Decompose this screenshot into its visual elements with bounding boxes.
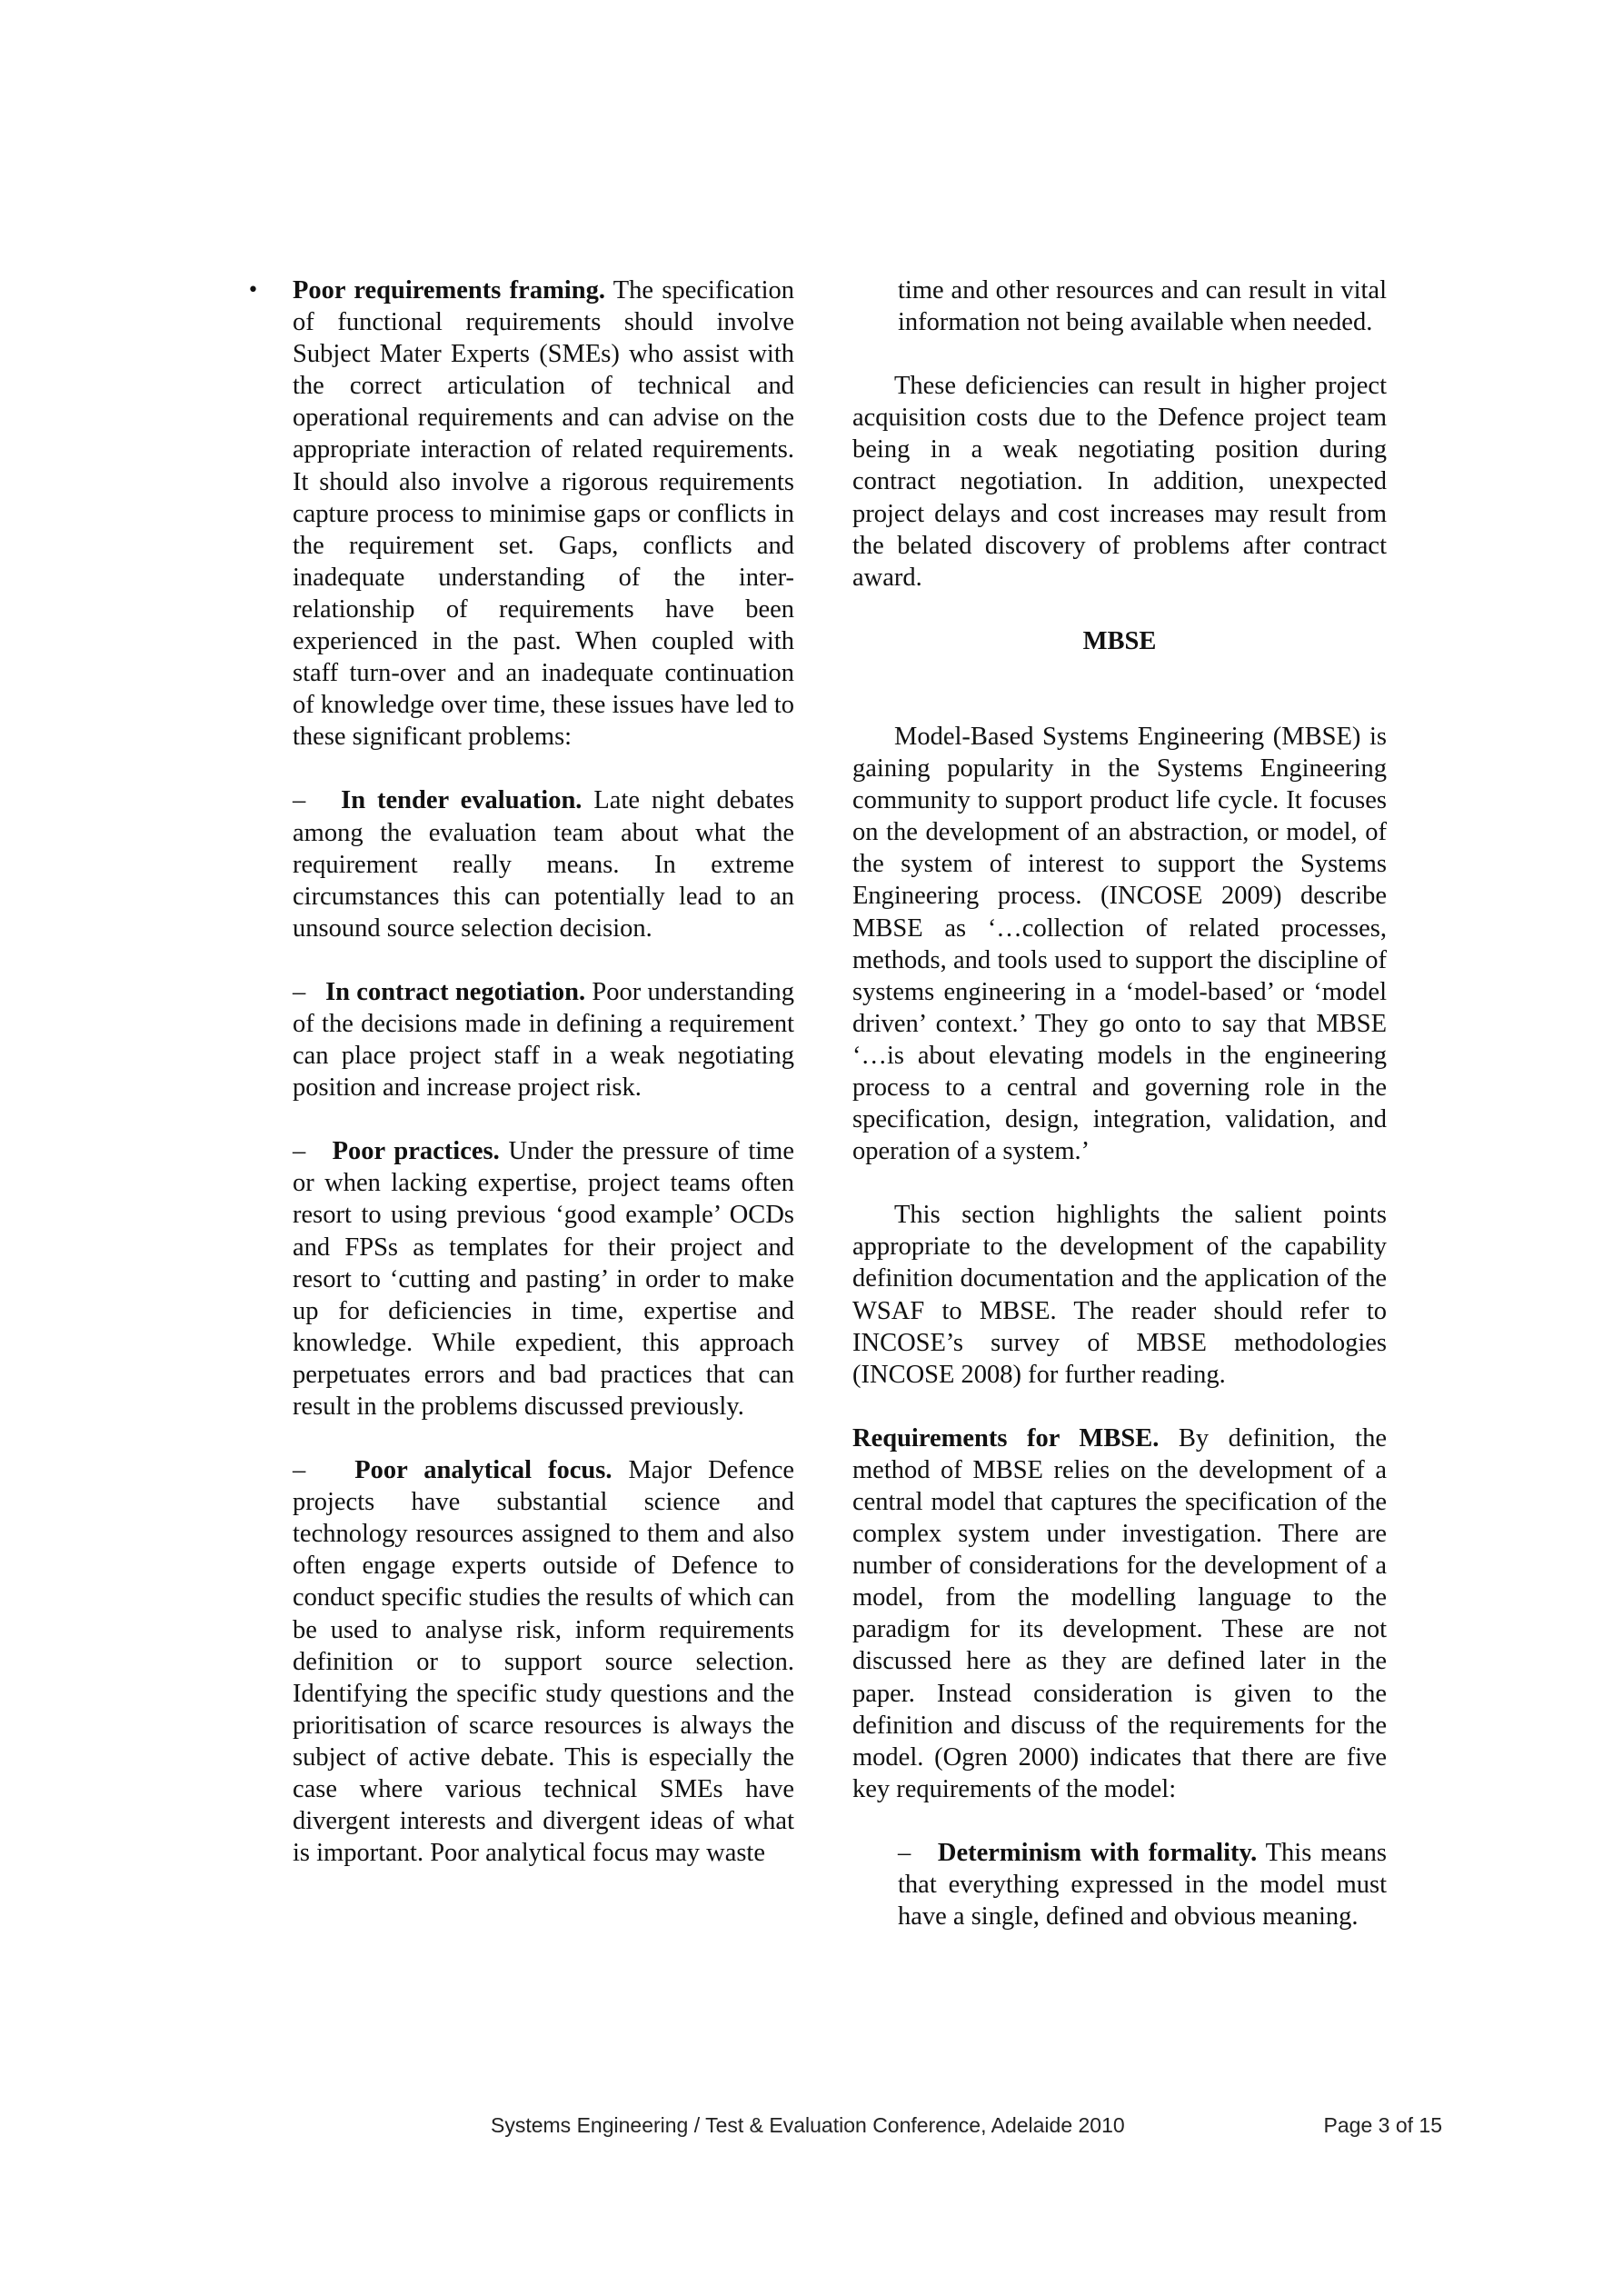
dash-icon: – — [293, 1456, 306, 1485]
subitem-text: Major Defence projects have substantial science and technology resources assigned to them and also often engage experts outside of Defence to conduct specific studies the results of which can be used to analyse risk, inform requirements definition or to support source selection. Identifying the specific study questions and the prioritisation of scarce resources is always the subject of active debate. This is especially the case where various technical SMEs have divergent interests and divergent ideas of what is important. Poor analytical focus may waste — [293, 1456, 795, 1868]
determinism-heading: Determinism with formality. — [937, 1838, 1258, 1867]
subitem-heading: Poor practices. — [332, 1137, 500, 1166]
determinism-block — [898, 1837, 1387, 1932]
subitem-text: Late night debates among the evaluation team about what the requirement really means. In extreme circumstances this can potentially lead to an unsound source selection decision. — [293, 786, 794, 943]
continuation-block — [898, 275, 1387, 338]
bullet-text: The specification of functional requirements should involve Subject Mater Experts (SMEs) who assist with the correct articulation of technical and operational requirements and can advise on the appropriate interaction of related requirements. It should also involve a rigorous requirements capture process to minimise gaps or conflicts in the requirement set. Gaps, conflicts and inadequate understanding of the inter-relationship of requirements have been experienced in the past. When coupled with staff turn-over and an inadequate continuation of knowledge over time, these issues have led to these significant problems: — [293, 276, 794, 752]
subitem-poor-practices — [293, 1135, 794, 1423]
determinism-text: This means that everything expressed in the model must have a single, defined and obvious meaning. — [898, 1838, 1387, 1932]
subitem-text: Poor understanding of the decisions made in defining a requirement can place project staff in a weak negotiating position and increase project risk. — [293, 977, 795, 1103]
requirements-heading: Requirements for MBSE. — [852, 1423, 1160, 1452]
subitem-tender-evaluation — [293, 784, 794, 943]
dash-icon: – — [293, 977, 306, 1006]
dash-icon: – — [293, 1137, 306, 1166]
continuation-paragraph: time and other resources and can result in vital information not being available when needed. — [898, 276, 1387, 337]
subitem-contract-negotiation — [293, 976, 794, 1103]
bullet-item-poor-requirements-framing — [247, 275, 795, 1869]
deficiencies-paragraph: These deficiencies can result in higher project acquisition costs due to the Defence project team being in a weak negotiating position during contract negotiation. In addition, unexpected project delays and cost increases may result from the belated discovery of problems after contract award. — [852, 372, 1387, 592]
subitem-text: Under the pressure of time or when lacking expertise, project teams often resort to using previous ‘good example’ OCDs and FPSs as templates for their project and resort to ‘cutting and pasting’ in order to make up for deficiencies in time, expertise and knowledge. While expedient, this approach perpetuates errors and bad practices that can result in the problems discussed previously. — [293, 1137, 795, 1421]
determinism-paragraph — [898, 1837, 1387, 1932]
subitem-heading: In tender evaluation. — [341, 786, 582, 815]
bullet-icon: • — [247, 279, 259, 302]
mbse-intro-paragraph: Model-Based Systems Engineering (MBSE) is gaining popularity in the Systems Engineering community to support product life cycle. It focuses on the development of an abstraction, or model, of the system of interest to support the Systems Engineering process. (INCOSE 2009) describe MBSE as ‘…collection of related processes, methods, and tools used to support the discipline of systems engineering in a ‘model-based’ or ‘model driven’ context.’ They go onto to say that MBSE ‘…is about elevating models in the engineering process to a central and governing role in the specification, design, integration, validation, and operation of a system.’ — [852, 722, 1387, 1166]
subitem-heading: Poor analytical focus. — [354, 1456, 612, 1485]
section-highlights-paragraph: This section highlights the salient points appropriate to the development of the capability definition documentation and the application of the WSAF to MBSE. The reader should refer to INCOSE’s survey of MBSE methodologies (INCOSE 2008) for further reading. — [852, 1201, 1387, 1389]
section-heading-mbse: MBSE — [1082, 626, 1157, 655]
bullet-heading: Poor requirements framing. — [293, 276, 605, 304]
left-column — [247, 275, 795, 1869]
subitem-heading: In contract negotiation. — [325, 977, 586, 1006]
dash-icon: – — [898, 1838, 911, 1867]
bullet-paragraph — [293, 275, 794, 753]
requirements-mbse-paragraph — [852, 1423, 1387, 1805]
footer-conference: Systems Engineering / Test & Evaluation Conference, Adelaide 2010 — [491, 2113, 1125, 2137]
dash-icon: – — [293, 786, 306, 815]
subitem-poor-analytical-focus — [293, 1454, 794, 1869]
requirements-text: By definition, the method of MBSE relies on the development of a central model that captures the specification of the complex system under investigation. There are number of considerations for the development of a model, from the modelling language to the paradigm for its development. These are not discussed here as they are defined later in the paper. Instead consideration is given to the definition and discuss of the requirements for the model. (Ogren 2000) indicates that there are five key requirements of the model: — [852, 1423, 1387, 1803]
right-column — [852, 275, 1387, 1932]
footer-page-number: Page 3 of 15 — [1323, 2113, 1442, 2137]
